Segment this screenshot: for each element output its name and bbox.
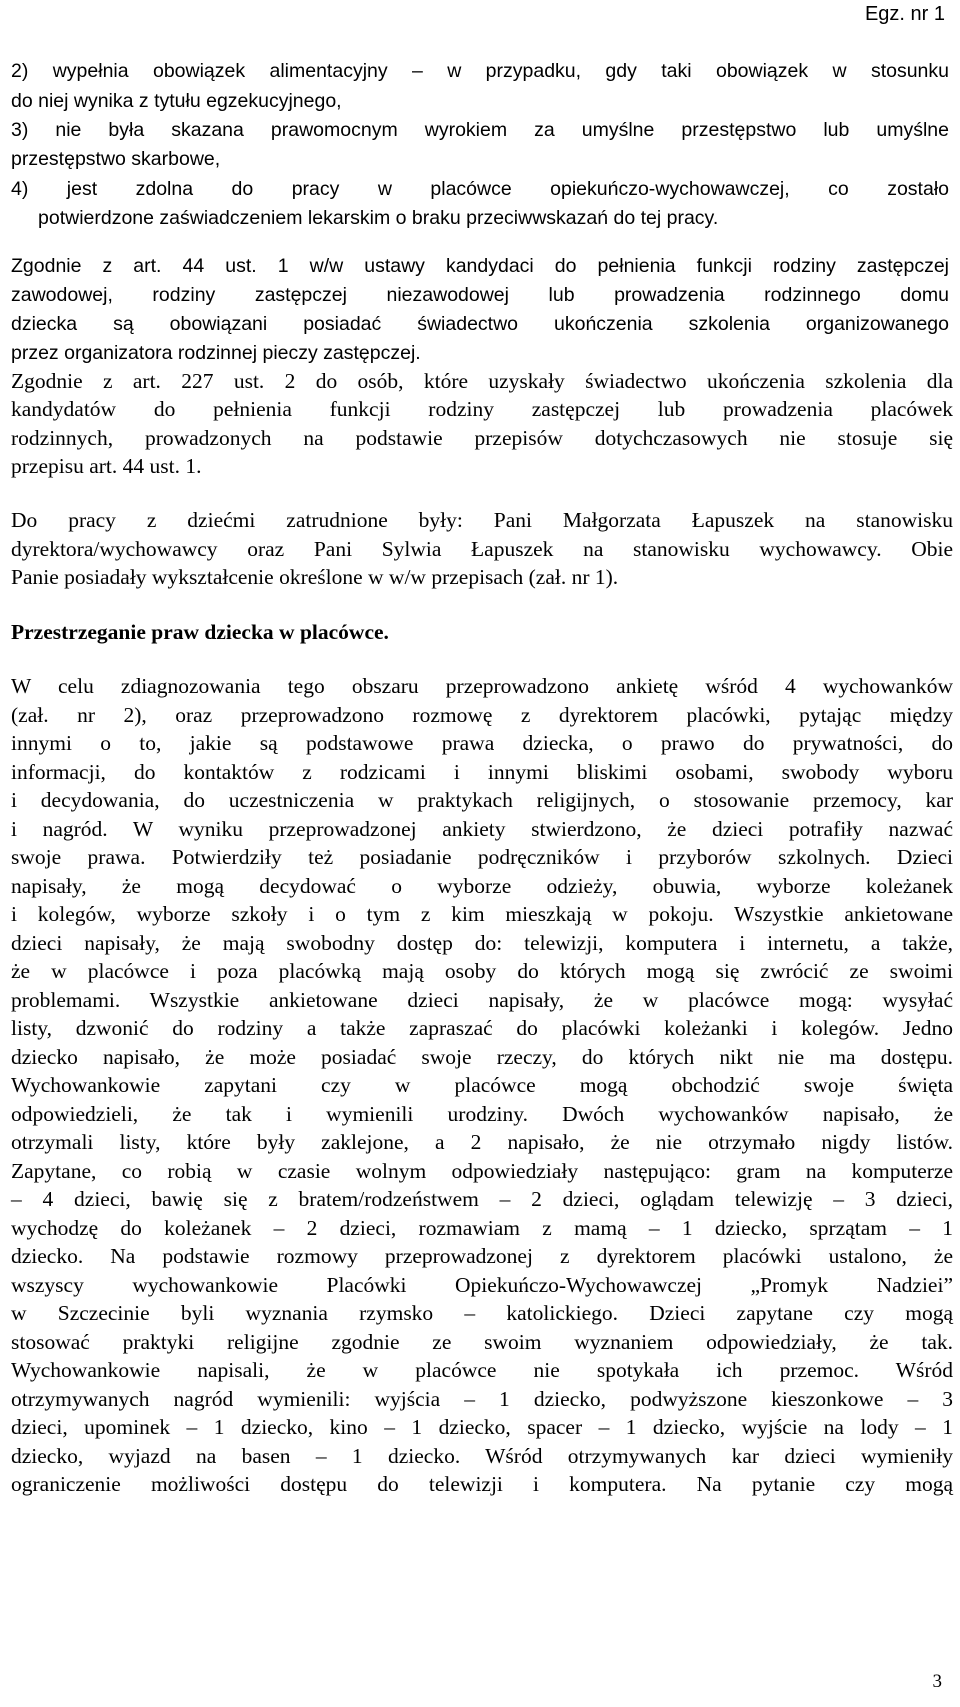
paragraph-line: dzieci, upominek – 1 dziecko, kino – 1 dziecko, spacer – 1 dziecko, wyjście na lody – 1 (11, 1415, 953, 1439)
paragraph-line: listy, dzwonić do rodziny a także zapraszać do placówki koleżanki i kolegów. Jedno (11, 1016, 953, 1040)
paragraph-line: przepisu art. 44 ust. 1. (11, 454, 202, 478)
list-line: potwierdzone zaświadczeniem lekarskim o braku przeciwwskazań do tej pracy. (38, 207, 719, 229)
paragraph-line: Wychowankowie zapytani czy w placówce mogą obchodzić swoje święta (11, 1073, 953, 1097)
paragraph-line: (zał. nr 2), oraz przeprowadzono rozmowę z dyrektorem placówki, pytając między (11, 703, 953, 727)
paragraph-line: wszyscy wychowankowie Placówki Opiekuńczo-Wychowawczej „Promyk Nadziei” (11, 1273, 953, 1297)
section-heading: Przestrzeganie praw dziecka w placówce. (11, 620, 389, 644)
list-line: 2) wypełnia obowiązek alimentacyjny – w przypadku, gdy taki obowiązek w stosunku (11, 60, 949, 82)
paragraph-line: dziecko napisało, że może posiadać swoje rzeczy, do których nikt nie ma dostępu. (11, 1045, 953, 1069)
paragraph-line: kandydatów do pełnienia funkcji rodziny zastępczej lub prowadzenia placówek (11, 397, 953, 421)
paragraph-line: Do pracy z dziećmi zatrudnione były: Pani Małgorzata Łapuszek na stanowisku (11, 508, 953, 532)
paragraph-line: że w placówce i poza placówką mają osoby do których mogą się zwrócić ze swoimi (11, 959, 953, 983)
paragraph-line: otrzymywanych nagród wymienili: wyjścia – 1 dziecko, podwyższone kieszonkowe – 3 (11, 1387, 953, 1411)
list-line: 4) jest zdolna do pracy w placówce opiekuńczo-wychowawczej, co zostało (11, 178, 949, 200)
paragraph-line: problemami. Wszystkie ankietowane dzieci napisały, że w placówce mogą: wysyłać (11, 988, 953, 1012)
paragraph-line: Panie posiadały wykształcenie określone w w/w przepisach (zał. nr 1). (11, 565, 619, 589)
paragraph-line: i kolegów, wyborze szkoły i o tym z kim mieszkają w pokoju. Wszystkie ankietowane (11, 902, 953, 926)
paragraph-line: dziecka są obowiązani posiadać świadectwo ukończenia szkolenia organizowanego (11, 313, 949, 335)
paragraph-line: informacji, do kontaktów z rodzicami i innymi bliskimi osobami, swobody wyboru (11, 760, 953, 784)
paragraph-line: zawodowej, rodziny zastępczej niezawodowej lub prowadzenia rodzinnego domu (11, 284, 949, 306)
copy-number: Egz. nr 1 (864, 3, 945, 25)
paragraph-line: ograniczenie możliwości dostępu do telewizji i komputera. Na pytanie czy mogą (11, 1472, 953, 1496)
page-number: 3 (932, 1671, 942, 1692)
paragraph-line: napisały, że mogą decydować o wyborze odzieży, obuwia, wyborze koleżanek (11, 874, 953, 898)
paragraph-line: Zapytane, co robią w czasie wolnym odpowiedziały następująco: gram na komputerze (11, 1159, 953, 1183)
paragraph-line: dyrektora/wychowawcy oraz Pani Sylwia Łapuszek na stanowisku wychowawcy. Obie (11, 537, 953, 561)
paragraph-line: otrzymali listy, które były zaklejone, a 2 napisało, że nie otrzymało nigdy listów. (11, 1130, 953, 1154)
paragraph-line: innymi o to, jakie są podstawowe prawa dziecka, o prawo do prywatności, do (11, 731, 953, 755)
list-line: 3) nie była skazana prawomocnym wyrokiem za umyślne przestępstwo lub umyślne (11, 119, 949, 141)
paragraph-line: – 4 dzieci, bawię się z bratem/rodzeństwem – 2 dzieci, oglądam telewizję – 3 dzieci, (11, 1187, 953, 1211)
list-line: przestępstwo skarbowe, (11, 148, 221, 170)
paragraph-line: dziecko, wyjazd na basen – 1 dziecko. Wśród otrzymywanych kar dzieci wymieniły (11, 1444, 953, 1468)
list-line: do niej wynika z tytułu egzekucyjnego, (11, 90, 342, 112)
paragraph-line: dzieci napisały, że mają swobodny dostęp do: telewizji, komputera i internetu, a także, (11, 931, 953, 955)
paragraph-line: wychodzę do koleżanek – 2 dzieci, rozmawiam z mamą – 1 dziecko, sprzątam – 1 (11, 1216, 953, 1240)
paragraph-line: w Szczecinie byli wyznania rzymsko – katolickiego. Dzieci zapytane czy mogą (11, 1301, 953, 1325)
paragraph-line: W celu zdiagnozowania tego obszaru przeprowadzono ankietę wśród 4 wychowanków (11, 674, 953, 698)
paragraph-line: stosować praktyki religijne zgodnie ze swoim wyznaniem odpowiedziały, że tak. (11, 1330, 953, 1354)
paragraph-line: przez organizatora rodzinnej pieczy zastępczej. (11, 342, 421, 364)
paragraph-line: swoje prawa. Potwierdziły też posiadanie podręczników i przyborów szkolnych. Dzieci (11, 845, 953, 869)
paragraph-line: i nagród. W wyniku przeprowadzonej ankiety stwierdzono, że dzieci potrafiły nazwać (11, 817, 953, 841)
paragraph-line: i decydowania, do uczestniczenia w praktykach religijnych, o stosowanie przemocy, kar (11, 788, 953, 812)
paragraph-line: Zgodnie z art. 44 ust. 1 w/w ustawy kandydaci do pełnienia funkcji rodziny zastępczej (11, 255, 949, 277)
paragraph-line: Zgodnie z art. 227 ust. 2 do osób, które uzyskały świadectwo ukończenia szkolenia dla (11, 369, 953, 393)
paragraph-line: odpowiedzieli, że tak i wymienili urodziny. Dwóch wychowanków napisało, że (11, 1102, 953, 1126)
paragraph-line: rodzinnych, prowadzonych na podstawie przepisów dotychczasowych nie stosuje się (11, 426, 953, 450)
paragraph-line: Wychowankowie napisali, że w placówce nie spotykała ich przemoc. Wśród (11, 1358, 953, 1382)
paragraph-line: dziecko. Na podstawie rozmowy przeprowadzonej z dyrektorem placówki ustalono, że (11, 1244, 953, 1268)
